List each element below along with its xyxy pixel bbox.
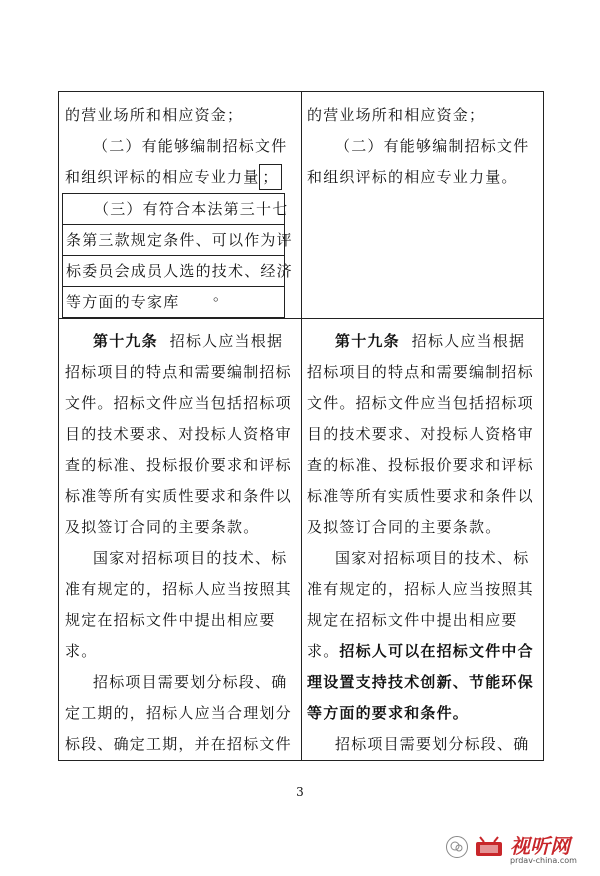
wechat-icon <box>446 836 468 858</box>
text-line: 标准等所有实质性要求和条件以 <box>307 487 534 505</box>
text-line: （三）有符合本法第三十七 <box>94 200 289 218</box>
row1-left-cell <box>65 100 295 316</box>
added-text: 招标人可以在招标文件中合 <box>339 642 534 660</box>
text-line: 招标项目的特点和需要编制招标 <box>65 363 292 381</box>
text-line: 目的技术要求、对投标人资格审 <box>65 425 292 443</box>
text-line: 招标项目需要划分标段、确 <box>93 673 288 691</box>
text-segment: 招标人应当根据 <box>411 332 526 350</box>
text-line: 查的标准、投标报价要求和评标 <box>65 456 292 474</box>
page-number: 3 <box>296 785 304 799</box>
article-heading: 第十九条 <box>335 332 400 350</box>
text-line <box>307 636 539 667</box>
text-line: （二）有能够编制招标文件 <box>335 137 530 155</box>
text-line: 国家对招标项目的技术、标 <box>93 549 288 567</box>
text-line: 标委员会成员人选的技术、经济 <box>63 255 284 286</box>
text-line: 准有规定的，招标人应当按照其 <box>307 580 534 598</box>
text-line: （二）有能够编制招标文件 <box>93 137 288 155</box>
text-line: 及拟签订合同的主要条款。 <box>307 518 502 536</box>
text-line: 规定在招标文件中提出相应要 <box>65 611 276 629</box>
text-line: 国家对招标项目的技术、标 <box>335 549 530 567</box>
added-text-line: 等方面的要求和条件。 <box>307 704 470 722</box>
text-segment: 求。 <box>307 642 340 660</box>
text-line: 条第三款规定条件、可以作为评 <box>63 224 284 255</box>
text-line <box>63 286 284 317</box>
text-segment: 。 <box>213 286 229 304</box>
text-line: 准有规定的，招标人应当按照其 <box>65 580 292 598</box>
text-line: 标准等所有实质性要求和条件以 <box>65 487 292 505</box>
text-segment: 等方面的专家库 <box>66 293 180 311</box>
text-line: 求。 <box>65 642 98 660</box>
revision-box: ； <box>259 164 281 190</box>
watermark-url: prdav-china.com <box>510 856 577 865</box>
row2-left-cell <box>65 326 295 756</box>
text-line: 文件。招标文件应当包括招标项 <box>65 394 292 412</box>
text-line: 标段、确定工期，并在招标文件 <box>65 735 292 753</box>
text-line: 查的标准、投标报价要求和评标 <box>307 456 534 474</box>
text-line <box>65 326 295 357</box>
text-line: 目的技术要求、对投标人资格审 <box>307 425 534 443</box>
text-line: 定工期的，招标人应当合理划分 <box>65 704 292 722</box>
row1-right-cell <box>307 100 539 316</box>
text-line: 招标项目的特点和需要编制招标 <box>307 363 534 381</box>
tv-logo-icon <box>474 836 504 858</box>
added-text-line: 理设置支持技术创新、节能环保 <box>307 673 534 691</box>
watermark-title: 视听网 <box>510 834 570 858</box>
text-line: 的营业场所和相应资金； <box>65 106 244 124</box>
text-line <box>65 162 295 193</box>
row-divider <box>59 318 543 319</box>
text-line <box>307 326 539 357</box>
column-divider <box>301 92 302 760</box>
text-segment: 招标人应当根据 <box>169 332 284 350</box>
revision-box-block <box>62 193 293 318</box>
text-line: 招标项目需要划分标段、确 <box>335 735 530 753</box>
text-line: 和组织评标的相应专业力量。 <box>307 168 518 186</box>
row2-right-cell <box>307 326 539 756</box>
article-heading: 第十九条 <box>93 332 158 350</box>
text-line: 的营业场所和相应资金； <box>307 106 486 124</box>
site-watermark <box>470 830 595 872</box>
text-segment: 和组织评标的相应专业力量 <box>65 168 260 186</box>
comparison-table <box>58 91 544 761</box>
text-line: 及拟签订合同的主要条款。 <box>65 518 260 536</box>
text-line: 文件。招标文件应当包括招标项 <box>307 394 534 412</box>
text-line: 规定在招标文件中提出相应要 <box>307 611 518 629</box>
